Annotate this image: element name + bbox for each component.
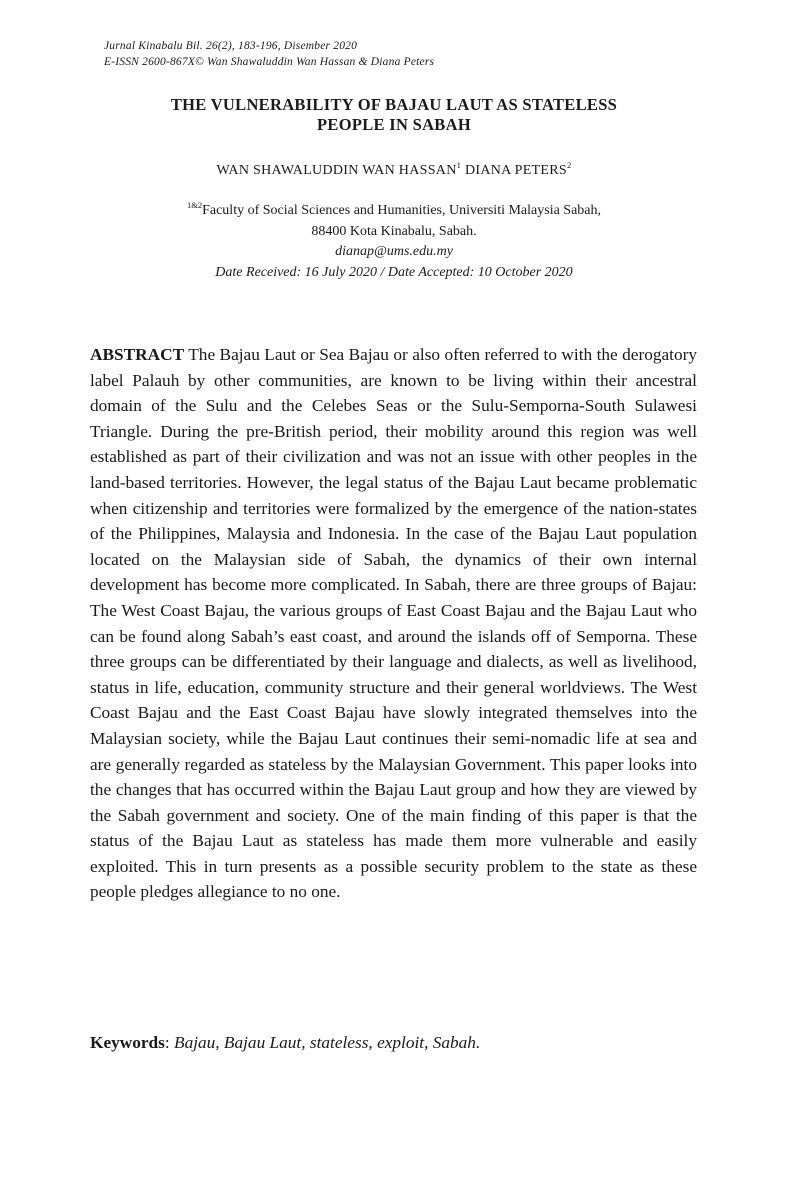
author-affiliation-mark: 2 <box>566 160 572 170</box>
author-name: DIANA PETERS <box>461 163 567 178</box>
title-line-1: THE VULNERABILITY OF BAJAU LAUT AS STATELESS <box>170 95 618 114</box>
abstract-label: ABSTRACT <box>90 345 185 364</box>
submission-dates: Date Received: 16 July 2020 / Date Accepted: 10 October 2020 <box>215 264 573 280</box>
keywords-line <box>90 1030 697 1055</box>
journal-header <box>104 38 434 70</box>
affiliation-line <box>60 201 728 222</box>
keywords-label: Keywords <box>90 1033 165 1052</box>
author-affiliation-mark: 1 <box>456 160 462 170</box>
author-name: WAN SHAWALUDDIN WAN HASSAN <box>216 163 457 178</box>
author-list <box>60 160 728 179</box>
affiliation-address: 88400 Kota Kinabalu, Sabah. <box>311 223 477 239</box>
keywords-list: Bajau, Bajau Laut, stateless, exploit, Sabah. <box>174 1033 481 1052</box>
issn-copyright: E-ISSN 2600-867X© Wan Shawaluddin Wan Hassan & Diana Peters <box>104 56 435 68</box>
corresponding-email[interactable]: dianap@ums.edu.my <box>335 244 453 260</box>
affiliation-institution: Faculty of Social Sciences and Humanities, Universiti Malaysia Sabah, <box>202 203 602 218</box>
journal-citation: Jurnal Kinabalu Bil. 26(2), 183-196, Disember 2020 <box>104 40 358 52</box>
affiliation-mark: 1&2 <box>186 200 203 210</box>
keywords-separator: : <box>164 1033 175 1052</box>
affiliation-block <box>60 201 728 283</box>
abstract-text: The Bajau Laut or Sea Bajau or also often referred to with the derogatory label Palauh by other communities, are known to be living within their ancestral domain of the Sulu and the Celebes Seas or the Sulu-Semporna-South Sulawesi Triangle. During the pre-British period, their mobility around this region was well established as part of their civilization and was not an issue with other peoples in the land-based territories. However, the legal status of the Bajau Laut became problematic when citizenship and territories were formalized by the emergence of the nation-states of the Philippines, Malaysia and Indonesia. In the case of the Bajau Laut population located on the Malaysian side of Sabah, the dynamics of their own internal development has become more complicated. In Sabah, there are three groups of Bajau: The West Coast Bajau, the various groups of East Coast Bajau and the Bajau Laut who can be found along Sabah’s east coast, and around the islands off of Semporna. These three groups can be differentiated by their language and dialects, as well as livelihood, status in life, education, community structure and their general worldviews. The West Coast Bajau and the East Coast Bajau have slowly integrated themselves into the Malaysian society, while the Bajau Laut continues their semi-nomadic life at sea and are generally regarded as stateless by the Malaysian Government. This paper looks into the changes that has occurred within the Bajau Laut group and how they are viewed by the Sabah government and society. One of the main finding of this paper is that the status of the Bajau Laut as stateless has made them more vulnerable and easily exploited. This in turn presents as a possible security problem to the state as these people pledges allegiance to no one. <box>90 345 697 902</box>
title-line-2: PEOPLE IN SABAH <box>317 115 471 134</box>
abstract-paragraph <box>90 342 697 905</box>
paper-title <box>60 95 728 135</box>
